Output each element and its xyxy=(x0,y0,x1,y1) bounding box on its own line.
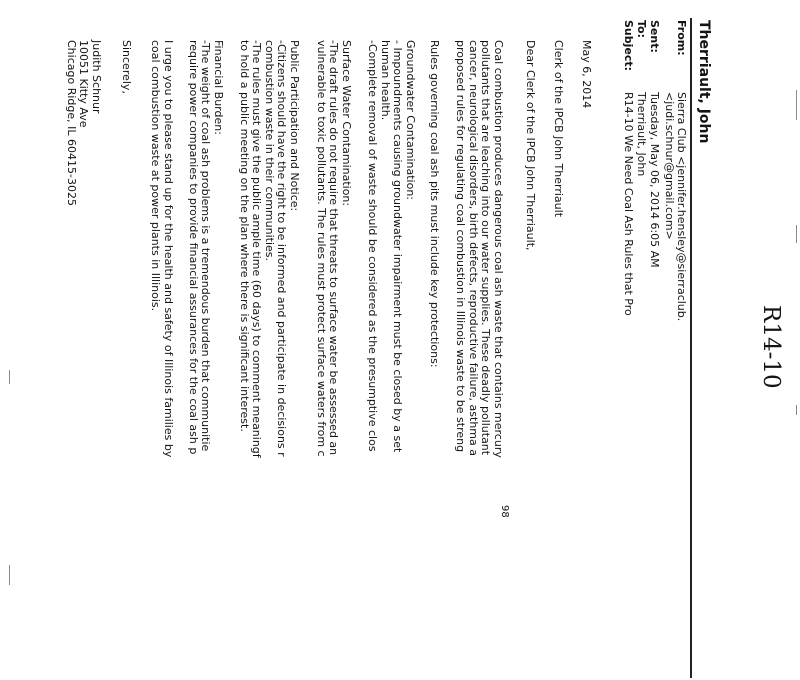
text-line: pollutants that are leaching into our water supplies. These deadly pollutant xyxy=(479,40,493,456)
surface-water-section xyxy=(315,40,353,457)
from-value: Sierra Club <jennifer.hensley@sierraclub. xyxy=(675,92,688,322)
document-number: R14-10 xyxy=(758,305,784,389)
to-label: To: xyxy=(635,20,648,38)
intro-paragraph xyxy=(454,40,504,458)
signature-city: Chicago Ridge, IL 60415-3025 xyxy=(65,40,78,206)
scan-noise xyxy=(796,405,797,415)
text-line: I urge you to please stand up for the health and safety of Illinois families by xyxy=(162,40,175,458)
text-line: to hold a public meeting on the plan where there is significant interest. xyxy=(238,40,251,432)
text-line: -The rules must give the public ample time (60 days) to comment meaningf xyxy=(250,40,264,458)
text-line: coal combustion waste at power plants in Illinois. xyxy=(149,40,163,312)
letter-date: May 6, 2014 xyxy=(580,40,593,109)
signature-block xyxy=(65,40,103,206)
text-line: vulnerable to toxic pollutants. The rules must protect surface waters from c xyxy=(315,40,328,457)
section-heading: Public Participation and Notice: xyxy=(288,40,301,212)
letter-salutation: Dear Clerk of the IPCB John Therriault, xyxy=(524,40,537,251)
letter-recipient: Clerk of the IPCB John Therriault xyxy=(552,40,565,218)
scan-noise xyxy=(796,225,797,243)
text-line: Coal combustion produces dangerous coal ash waste that contains mercury xyxy=(492,40,505,458)
from-label: From: xyxy=(675,20,688,56)
section-heading: Surface Water Contamination: xyxy=(340,40,353,207)
header-rule xyxy=(690,18,692,678)
subject-value: R14-10 We Need Coal Ash Rules that Pro xyxy=(622,92,635,316)
text-line: - Impoundments causing groundwater impairment must be closed by a set xyxy=(391,40,405,453)
financial-burden-section xyxy=(187,40,225,454)
from-value-2: <judi.schnur@gmail.com> xyxy=(663,92,676,240)
section-heading: Groundwater Contamination: xyxy=(404,40,417,200)
sent-value: Tuesday, May 06, 2014 6:05 AM xyxy=(648,92,661,268)
section-heading: Financial Burden: xyxy=(212,40,225,135)
text-line: -The weight of coal ash problems is a tremendous burden that communitie xyxy=(199,40,213,452)
sender-name: Therriault, John xyxy=(696,20,712,144)
text-line: -Citizens should have the right to be informed and participate in decisions r xyxy=(275,40,289,457)
text-line: human health. xyxy=(379,40,392,121)
signature-address: 10051 Kitty Ave xyxy=(77,40,91,128)
text-line: -The draft rules do not require that threats to surface water be assessed an xyxy=(327,40,341,456)
urge-paragraph xyxy=(149,40,174,457)
scan-noise xyxy=(796,90,797,120)
sent-label: Sent: xyxy=(648,20,661,53)
text-line: -Complete removal of waste should be considered as the presumptive clos xyxy=(366,40,380,452)
groundwater-section xyxy=(366,40,416,452)
rules-intro: Rules governing coal ash pits must include key protections: xyxy=(428,40,441,368)
text-line: require power companies to provide financial assurances for the coal ash p xyxy=(187,40,200,455)
page-number: 98 xyxy=(499,505,510,518)
public-participation-section xyxy=(238,40,301,458)
text-line: cancer, neurological disorders, birth defects, reproductive failure, asthma a xyxy=(467,40,480,456)
text-line: proposed rules for regulating coal combustion in Illinois waste to be streng xyxy=(454,40,468,453)
text-line: combustion waste in their communities. xyxy=(263,40,276,262)
scan-noise xyxy=(9,565,10,585)
scan-noise xyxy=(9,370,10,384)
to-value: Therriault, John xyxy=(635,92,648,177)
signature-name: Judith Schnur xyxy=(90,40,103,114)
closing: Sincerely, xyxy=(120,40,133,94)
subject-label: Subject: xyxy=(622,20,635,72)
